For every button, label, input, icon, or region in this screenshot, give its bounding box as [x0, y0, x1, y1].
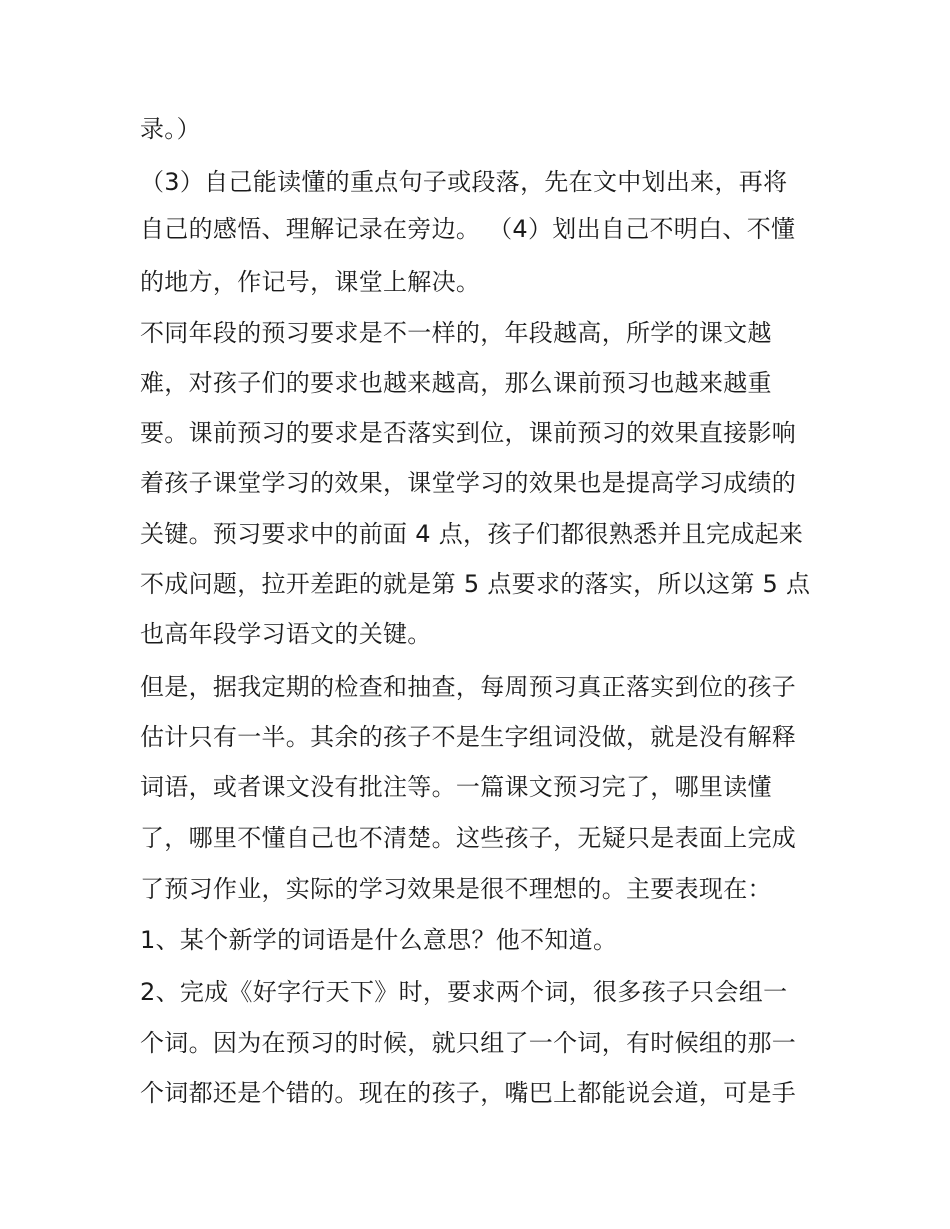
text-line: 估计只有一半。其余的孩子不是生字组词没做，就是没有解释: [140, 723, 797, 751]
text-line: 关键。预习要求中的前面 4 点，孩子们都很熟悉并且完成起来: [140, 520, 804, 548]
text-line: 要。课前预习的要求是否落实到位，课前预习的效果直接影响: [140, 419, 797, 447]
text-line: 词语，或者课文没有批注等。一篇课文预习完了，哪里读懂: [140, 773, 772, 801]
text-line: 了，哪里不懂自己也不清楚。这些孩子，无疑只是表面上完成: [140, 824, 797, 852]
text-line: 的地方，作记号，课堂上解决。: [140, 268, 481, 296]
text-line: 了预习作业，实际的学习效果是很不理想的。主要表现在：: [140, 875, 772, 903]
text-line: 个词都还是个错的。现在的孩子，嘴巴上都能说会道，可是手: [140, 1079, 797, 1107]
text-line: 着孩子课堂学习的效果，课堂学习的效果也是提高学习成绩的: [140, 469, 797, 497]
text-line: 但是，据我定期的检查和抽查，每周预习真正落实到位的孩子: [140, 673, 797, 701]
text-line: 2、完成《好字行天下》时，要求两个词，很多孩子只会组一: [140, 978, 788, 1006]
text-line: 也高年段学习语文的关键。: [140, 620, 432, 648]
text-line: 不同年段的预习要求是不一样的，年段越高，所学的课文越: [140, 319, 772, 347]
text-line: 不成问题，拉开差距的就是第 5 点要求的落实，所以这第 5 点: [140, 570, 811, 598]
text-line: 难，对孩子们的要求也越来越高，那么课前预习也越来越重: [140, 369, 772, 397]
text-line: 1、某个新学的词语是什么意思？他不知道。: [140, 926, 618, 954]
text-line: 录。）: [140, 115, 201, 143]
text-line: （3）自己能读懂的重点句子或段落，先在文中划出来，再将: [140, 168, 788, 196]
text-line: 自己的感悟、理解记录在旁边。 （4）划出自己不明白、不懂: [140, 215, 796, 243]
text-line: 个词。因为在预习的时候，就只组了一个词，有时候组的那一: [140, 1029, 797, 1057]
